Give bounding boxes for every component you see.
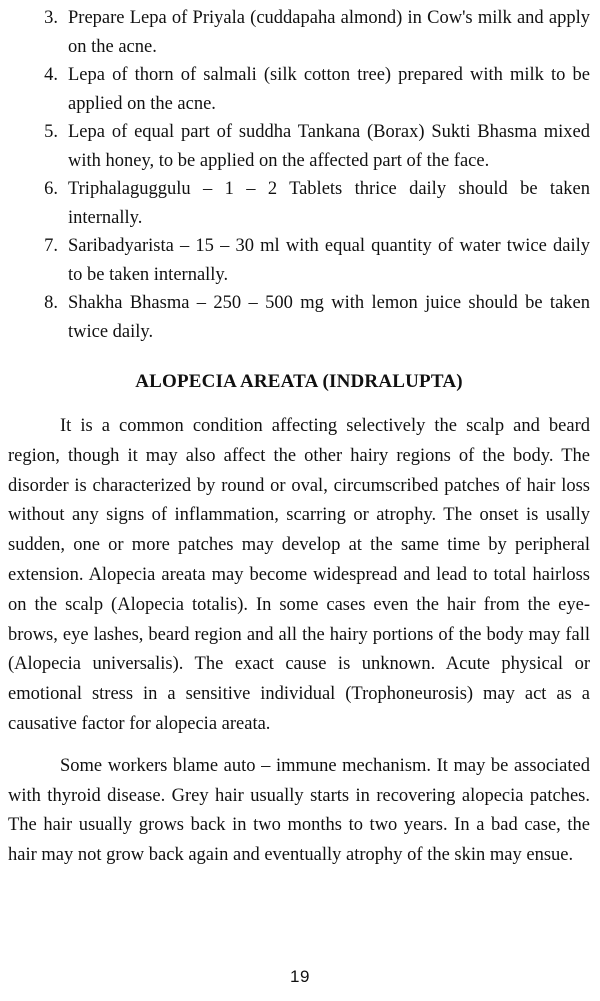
list-item-text: Lepa of thorn of salmali (silk cotton tree) prepared with milk to be applied on the acne. — [68, 65, 590, 114]
list-item-text: Saribadyarista – 15 – 30 ml with equal quantity of water twice daily to be taken internally. — [68, 236, 590, 285]
list-item-text: Prepare Lepa of Priyala (cuddapaha almond) in Cow's milk and apply on the acne. — [68, 8, 590, 57]
list-item-text: Lepa of equal part of suddha Tankana (Borax) Sukti Bhasma mixed with honey, to be applied on the affected part of the face. — [68, 122, 590, 171]
list-item — [8, 289, 590, 346]
list-item — [8, 118, 590, 175]
list-item-number: 8. — [44, 293, 58, 313]
body-paragraph: Some workers blame auto – immune mechanism. It may be associated with thyroid disease. Grey hair usually starts in recovering alopecia patches. The hair usually grows back in two months to two years. In a bad case, the hair may not grow back again and eventually atrophy of the skin may ensue. — [8, 755, 590, 866]
list-item — [8, 175, 590, 232]
list-item — [8, 61, 590, 118]
list-item-number: 4. — [44, 65, 58, 85]
list-item-number: 5. — [44, 122, 58, 142]
body-paragraph: It is a common condition affecting selectively the scalp and beard region, though it may also affect the other hairy regions of the body. The disorder is characterized by round or oval, circumscribed patches of hair loss without any signs of inflammation, scarring or atrophy. The onset is usally sudden, one or more patches may develop at the same time by peripheral extension. Alopecia areata may become widespread and lead to total hairloss on the scalp (Alopecia totalis). In some cases even the hair from the eye-brows, eye lashes, beard region and all the hairy portions of the body may fall (Alopecia universalis). The exact cause is unknown. Acute physical or emotional stress in a sensitive individual (Trophoneurosis) may act as a causative factor for alopecia areata. — [8, 416, 590, 734]
list-item — [8, 232, 590, 289]
list-item — [8, 4, 590, 61]
page-number: 19 — [290, 967, 310, 986]
treatment-list — [8, 4, 590, 346]
list-item-text: Triphalaguggulu – 1 – 2 Tablets thrice daily should be taken internally. — [68, 179, 590, 228]
list-item-number: 7. — [44, 236, 58, 256]
list-item-text: Shakha Bhasma – 250 – 500 mg with lemon juice should be taken twice daily. — [68, 293, 590, 342]
list-item-number: 3. — [44, 8, 58, 28]
list-item-number: 6. — [44, 179, 58, 199]
section-heading: ALOPECIA AREATA (INDRALUPTA) — [135, 371, 463, 392]
